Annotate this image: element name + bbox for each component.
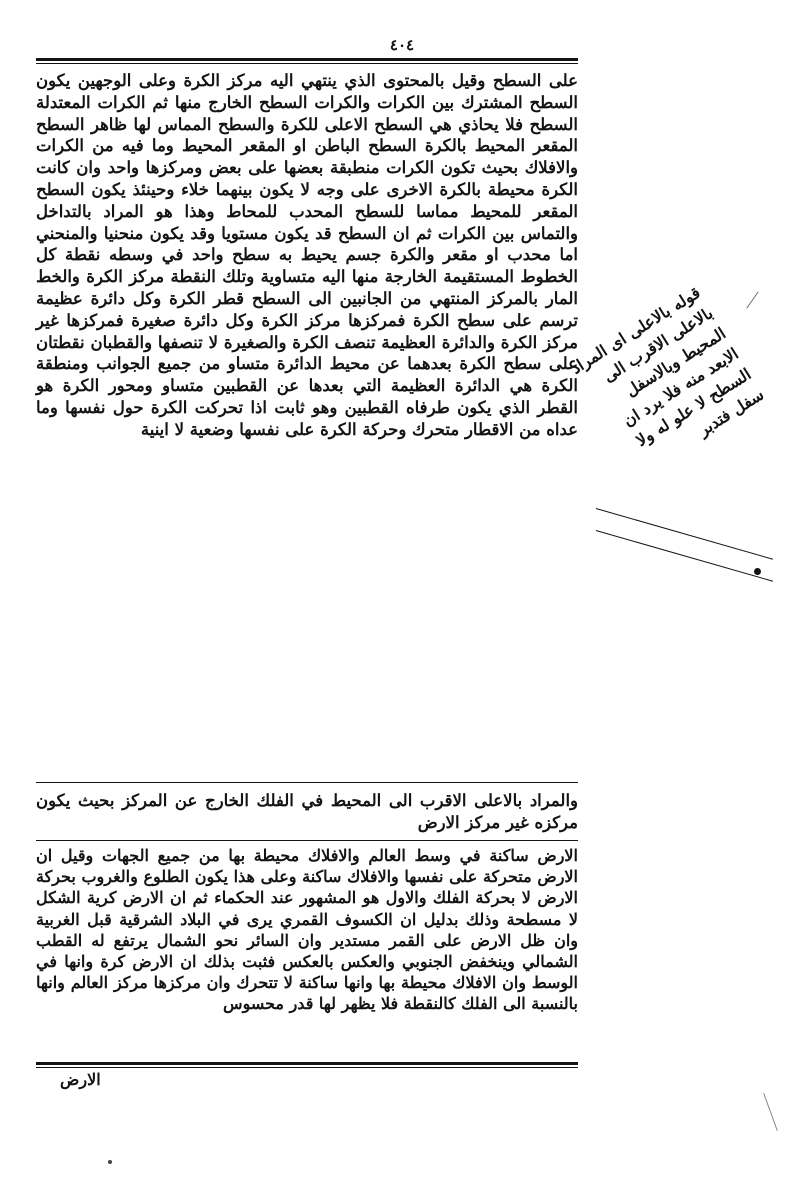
page-number: ٤٠٤ [389, 36, 415, 54]
footnote-block [36, 790, 578, 832]
commentary-block [36, 845, 578, 1059]
footnote-divider [36, 782, 578, 783]
main-text: على السطح وقيل بالمحتوى الذي ينتهي اليه مركز الكرة وعلى الوجهين يكون السطح المشترك بين الكرات والكرات السطح الخارج منها ثم الكرات المعتدلة السطح فلا يحاذي هي السطح الاعلى للكرة والسطح المماس لها ظاهر السطح المقعر المحيط بالكرة السطح الباطن او المقعر المحيط وما فيه من الكرات والافلاك بحيث تكون الكرات منطبقة بعضها على بعض ومركزها واحد وان كانت الكرة محيطة بالكرة الاخرى على وجه لا يكون بينهما خلاء وحينئذ يكون السطح المقعر للمحيط مماسا للسطح المحدب للمحاط وهذا هو المراد بالتداخل والتماس بين الكرات ثم ان السطح قد يكون مستويا وقد يكون منحنيا والمنحني اما محدب او مقعر والكرة جسم يحيط به سطح واحد في وسطه نقطة كل الخطوط المستقيمة الخارجة منها اليه متساوية وتلك النقطة مركز الكرة والخط المار بالمركز المنتهي من الجانبين الى السطح قطر الكرة وكل دائرة عظيمة ترسم على سطح الكرة فمركزها مركز الكرة وكل دائرة صغيرة فمركزها غير مركز الكرة والدائرة العظيمة تنصف الكرة والصغيرة لا تنصفها والقطبان نقطتان على سطح الكرة بعدهما عن محيط الدائرة متساو من جميع الجوانب ومنطقة الكرة هي الدائرة العظيمة التي بعدها عن القطبين متساو ومحور الكرة هو القطر الذي يكون طرفاه القطبين وهو ثابت اذا تحركت الكرة حول نفسها وما عداه من الاقطار متحرك وحركة الكرة على نفسها وضعية لا اينية [36, 71, 578, 439]
bottom-dot-mark [108, 1160, 112, 1164]
commentary-text: الارض ساكنة في وسط العالم والافلاك محيطة بها من جميع الجهات وقيل ان الارض متحركة على نفسها والافلاك ساكنة وعلى هذا يكون الطلوع والغروب بحركة الارض لا بحركة الفلك والاول هو المشهور عند الحكماء ثم ان الارض كرية الشكل لا مسطحة وذلك بدليل ان الكسوف القمري يرى في البلاد الشرقية قبل الغربية وان ظل الارض على القمر مستدير وان السائر نحو الشمال يرتفع له القطب الشمالي وينخفض الجنوبي والعكس بالعكس فثبت بذلك ان الارض كرة وانها في الوسط وان الافلاك محيطة بها وانها ساكنة لا تتحرك وان مركزها مركز العالم وانها بالنسبة الى الفلك كالنقطة فلا يظهر لها قدر محسوس [36, 846, 578, 1014]
bottom-rule [36, 1062, 578, 1065]
footnote-text: والمراد بالاعلى الاقرب الى المحيط في الفلك الخارج عن المركز بحيث يكون مركزه غير مركز الارض [36, 791, 578, 832]
margin-dot [754, 568, 761, 575]
top-rule [36, 58, 578, 61]
margin-gloss [567, 282, 768, 595]
catchword: الارض [60, 1070, 101, 1089]
margin-tick-mark [746, 292, 758, 309]
margin-gloss-text: قوله بالاعلى ای المراد بالاعلى الاقرب الى المحيط وبالاسفل الابعد منه فلا يرد ان السطح لا علو له ولا سفل فتدبر [567, 282, 768, 451]
bottom-rule-thin [36, 1067, 578, 1068]
main-text-block [36, 70, 578, 780]
commentary-divider [36, 840, 578, 841]
edge-stroke-mark [763, 1093, 778, 1131]
top-rule-thin [36, 63, 578, 64]
